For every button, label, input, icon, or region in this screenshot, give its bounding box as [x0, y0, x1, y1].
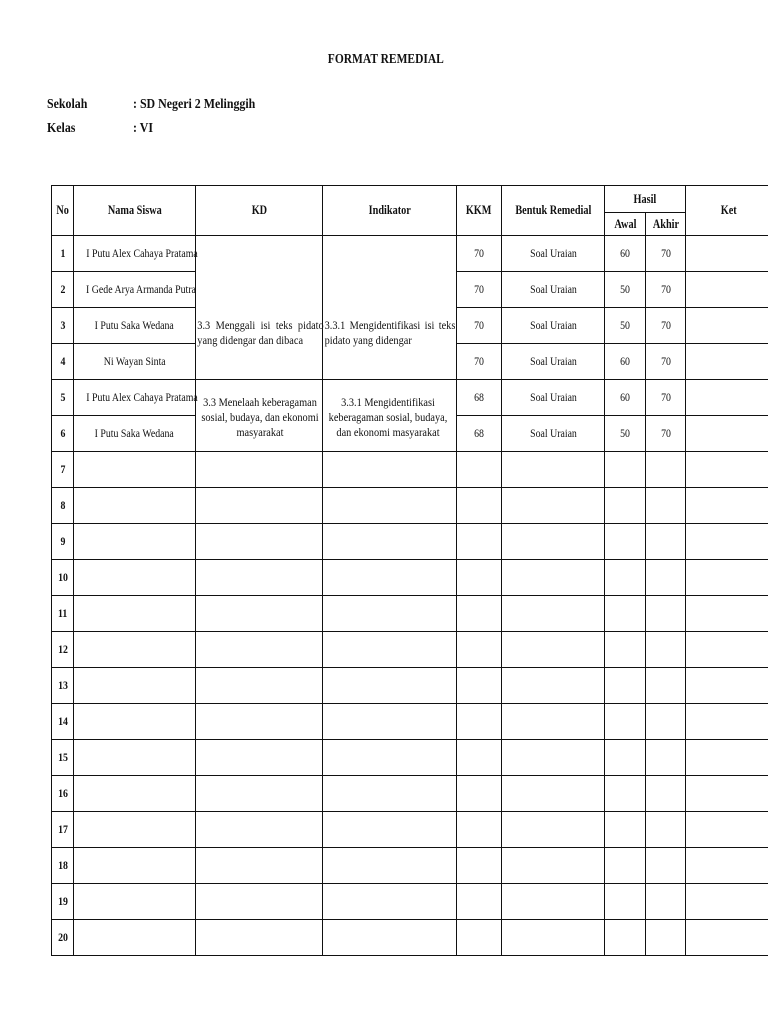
cell-no: 3	[52, 308, 74, 344]
cell-no: 10	[52, 560, 74, 596]
empty-cell	[686, 452, 768, 488]
empty-cell	[502, 848, 605, 884]
empty-cell	[502, 812, 605, 848]
cell-indikator: 3.3.1 Mengidentifikasi isi teks pidato yang didengar	[323, 236, 457, 380]
cell-awal: 60	[605, 344, 646, 380]
cell-kkm: 70	[457, 236, 502, 272]
cell-akhir: 70	[646, 416, 686, 452]
class-info	[47, 121, 156, 137]
table-row	[52, 236, 768, 272]
cell-indikator: 3.3.1 Mengidentifikasi keberagaman sosial, budaya, dan ekonomi masyarakat	[323, 380, 457, 452]
empty-cell	[74, 668, 196, 704]
empty-cell	[74, 740, 196, 776]
empty-cell	[605, 812, 646, 848]
empty-cell	[686, 920, 768, 956]
empty-cell	[605, 740, 646, 776]
empty-cell	[605, 524, 646, 560]
empty-cell	[502, 488, 605, 524]
empty-cell	[74, 920, 196, 956]
cell-no: 20	[52, 920, 74, 956]
empty-cell	[605, 704, 646, 740]
empty-cell	[686, 596, 768, 632]
cell-no: 8	[52, 488, 74, 524]
cell-bentuk: Soal Uraian	[502, 344, 605, 380]
cell-ket	[686, 236, 768, 272]
header-kkm: KKM	[457, 186, 502, 236]
cell-bentuk: Soal Uraian	[502, 416, 605, 452]
cell-kkm: 70	[457, 272, 502, 308]
empty-cell	[605, 560, 646, 596]
header-kd: KD	[196, 186, 323, 236]
table-row	[52, 632, 768, 668]
empty-cell	[74, 452, 196, 488]
cell-awal: 60	[605, 380, 646, 416]
cell-kkm: 68	[457, 416, 502, 452]
cell-nama: I Putu Saka Wedana	[74, 308, 196, 344]
cell-nama: I Putu Alex Cahaya Pratama	[74, 380, 196, 416]
empty-cell	[502, 596, 605, 632]
empty-cell	[646, 452, 686, 488]
empty-cell	[457, 632, 502, 668]
empty-cell	[502, 632, 605, 668]
empty-cell	[646, 488, 686, 524]
empty-cell	[323, 524, 457, 560]
empty-cell	[646, 740, 686, 776]
header-hasil: Hasil	[605, 186, 686, 213]
school-label: Sekolah	[47, 97, 88, 112]
empty-cell	[323, 740, 457, 776]
empty-cell	[323, 812, 457, 848]
table-row	[52, 524, 768, 560]
table-row	[52, 704, 768, 740]
cell-no: 5	[52, 380, 74, 416]
empty-cell	[605, 848, 646, 884]
empty-cell	[196, 668, 323, 704]
empty-cell	[196, 632, 323, 668]
empty-cell	[686, 488, 768, 524]
empty-cell	[457, 596, 502, 632]
header-nama-siswa: Nama Siswa	[74, 186, 196, 236]
empty-cell	[646, 704, 686, 740]
empty-cell	[196, 884, 323, 920]
school-info	[47, 97, 277, 113]
cell-no: 14	[52, 704, 74, 740]
empty-cell	[196, 812, 323, 848]
cell-no: 18	[52, 848, 74, 884]
empty-cell	[686, 776, 768, 812]
cell-no: 4	[52, 344, 74, 380]
cell-bentuk: Soal Uraian	[502, 272, 605, 308]
empty-cell	[196, 848, 323, 884]
empty-cell	[646, 812, 686, 848]
cell-ket	[686, 380, 768, 416]
table-row	[52, 740, 768, 776]
table-row	[52, 812, 768, 848]
empty-cell	[323, 920, 457, 956]
empty-cell	[457, 560, 502, 596]
empty-cell	[605, 452, 646, 488]
empty-cell	[502, 704, 605, 740]
empty-cell	[196, 776, 323, 812]
empty-cell	[457, 524, 502, 560]
table-row	[52, 596, 768, 632]
empty-cell	[686, 668, 768, 704]
cell-akhir: 70	[646, 380, 686, 416]
cell-bentuk: Soal Uraian	[502, 236, 605, 272]
empty-cell	[457, 452, 502, 488]
cell-kkm: 70	[457, 344, 502, 380]
empty-cell	[646, 848, 686, 884]
header-no: No	[52, 186, 74, 236]
empty-cell	[457, 488, 502, 524]
cell-no: 19	[52, 884, 74, 920]
cell-awal: 60	[605, 236, 646, 272]
empty-cell	[502, 884, 605, 920]
cell-akhir: 70	[646, 236, 686, 272]
empty-cell	[196, 596, 323, 632]
empty-cell	[196, 920, 323, 956]
cell-awal: 50	[605, 416, 646, 452]
empty-cell	[605, 632, 646, 668]
empty-cell	[74, 632, 196, 668]
cell-ket	[686, 344, 768, 380]
header-ket: Ket	[686, 186, 768, 236]
empty-cell	[323, 668, 457, 704]
cell-no: 13	[52, 668, 74, 704]
empty-cell	[646, 920, 686, 956]
cell-no: 17	[52, 812, 74, 848]
empty-cell	[686, 812, 768, 848]
empty-cell	[686, 632, 768, 668]
cell-no: 16	[52, 776, 74, 812]
empty-cell	[74, 884, 196, 920]
empty-cell	[74, 596, 196, 632]
cell-ket	[686, 272, 768, 308]
empty-cell	[457, 920, 502, 956]
empty-cell	[646, 668, 686, 704]
empty-cell	[502, 452, 605, 488]
empty-cell	[457, 740, 502, 776]
cell-nama: I Gede Arya Armanda Putra	[74, 272, 196, 308]
empty-cell	[74, 812, 196, 848]
empty-cell	[323, 560, 457, 596]
cell-kd: 3.3 Menggali isi teks pidato yang didengar dan dibaca	[196, 236, 323, 380]
cell-awal: 50	[605, 308, 646, 344]
empty-cell	[646, 560, 686, 596]
empty-cell	[74, 488, 196, 524]
empty-cell	[323, 884, 457, 920]
empty-cell	[686, 884, 768, 920]
empty-cell	[686, 524, 768, 560]
empty-cell	[646, 884, 686, 920]
empty-cell	[457, 812, 502, 848]
cell-awal: 50	[605, 272, 646, 308]
empty-cell	[74, 776, 196, 812]
header-row	[52, 186, 768, 213]
empty-cell	[323, 452, 457, 488]
empty-cell	[323, 596, 457, 632]
empty-cell	[457, 668, 502, 704]
class-value: : VI	[133, 121, 153, 136]
empty-cell	[686, 560, 768, 596]
table-row	[52, 452, 768, 488]
cell-no: 11	[52, 596, 74, 632]
cell-bentuk: Soal Uraian	[502, 308, 605, 344]
empty-cell	[74, 704, 196, 740]
empty-cell	[323, 848, 457, 884]
empty-cell	[196, 740, 323, 776]
empty-cell	[457, 704, 502, 740]
header-awal: Awal	[605, 213, 646, 236]
cell-no: 1	[52, 236, 74, 272]
page-title: FORMAT REMEDIAL	[327, 52, 444, 67]
cell-ket	[686, 308, 768, 344]
empty-cell	[457, 776, 502, 812]
empty-cell	[502, 740, 605, 776]
table-row	[52, 920, 768, 956]
empty-cell	[323, 488, 457, 524]
cell-no: 6	[52, 416, 74, 452]
cell-kkm: 70	[457, 308, 502, 344]
class-label: Kelas	[47, 121, 76, 136]
cell-no: 2	[52, 272, 74, 308]
empty-cell	[196, 488, 323, 524]
empty-cell	[686, 704, 768, 740]
empty-cell	[196, 560, 323, 596]
empty-cell	[686, 740, 768, 776]
empty-cell	[196, 524, 323, 560]
empty-cell	[74, 524, 196, 560]
table-row	[52, 776, 768, 812]
empty-cell	[74, 848, 196, 884]
empty-cell	[605, 920, 646, 956]
cell-no: 15	[52, 740, 74, 776]
cell-no: 7	[52, 452, 74, 488]
cell-bentuk: Soal Uraian	[502, 380, 605, 416]
table-row	[52, 848, 768, 884]
cell-ket	[686, 416, 768, 452]
empty-cell	[686, 848, 768, 884]
empty-cell	[502, 776, 605, 812]
empty-cell	[646, 632, 686, 668]
empty-cell	[323, 632, 457, 668]
empty-cell	[646, 596, 686, 632]
header-indikator: Indikator	[323, 186, 457, 236]
empty-cell	[196, 704, 323, 740]
cell-kd: 3.3 Menelaah keberagaman sosial, budaya, dan ekonomi masyarakat	[196, 380, 323, 452]
table-row	[52, 380, 768, 416]
header-bentuk-remedial: Bentuk Remedial	[502, 186, 605, 236]
empty-cell	[605, 488, 646, 524]
empty-cell	[646, 524, 686, 560]
empty-cell	[457, 884, 502, 920]
empty-cell	[457, 848, 502, 884]
cell-akhir: 70	[646, 344, 686, 380]
empty-cell	[605, 884, 646, 920]
empty-cell	[646, 776, 686, 812]
cell-akhir: 70	[646, 272, 686, 308]
empty-cell	[502, 668, 605, 704]
cell-nama: I Putu Alex Cahaya Pratama	[74, 236, 196, 272]
empty-cell	[502, 560, 605, 596]
empty-cell	[74, 560, 196, 596]
cell-kkm: 68	[457, 380, 502, 416]
cell-nama: I Putu Saka Wedana	[74, 416, 196, 452]
table-row	[52, 668, 768, 704]
empty-cell	[196, 452, 323, 488]
cell-nama: Ni Wayan Sinta	[74, 344, 196, 380]
empty-cell	[502, 920, 605, 956]
cell-akhir: 70	[646, 308, 686, 344]
empty-cell	[502, 524, 605, 560]
empty-cell	[605, 596, 646, 632]
empty-cell	[605, 776, 646, 812]
cell-no: 9	[52, 524, 74, 560]
table-row	[52, 560, 768, 596]
remedial-table	[51, 185, 768, 956]
table-row	[52, 488, 768, 524]
header-akhir: Akhir	[646, 213, 686, 236]
table-row	[52, 884, 768, 920]
empty-cell	[323, 704, 457, 740]
school-value: : SD Negeri 2 Melinggih	[133, 97, 256, 112]
cell-no: 12	[52, 632, 74, 668]
empty-cell	[605, 668, 646, 704]
empty-cell	[323, 776, 457, 812]
